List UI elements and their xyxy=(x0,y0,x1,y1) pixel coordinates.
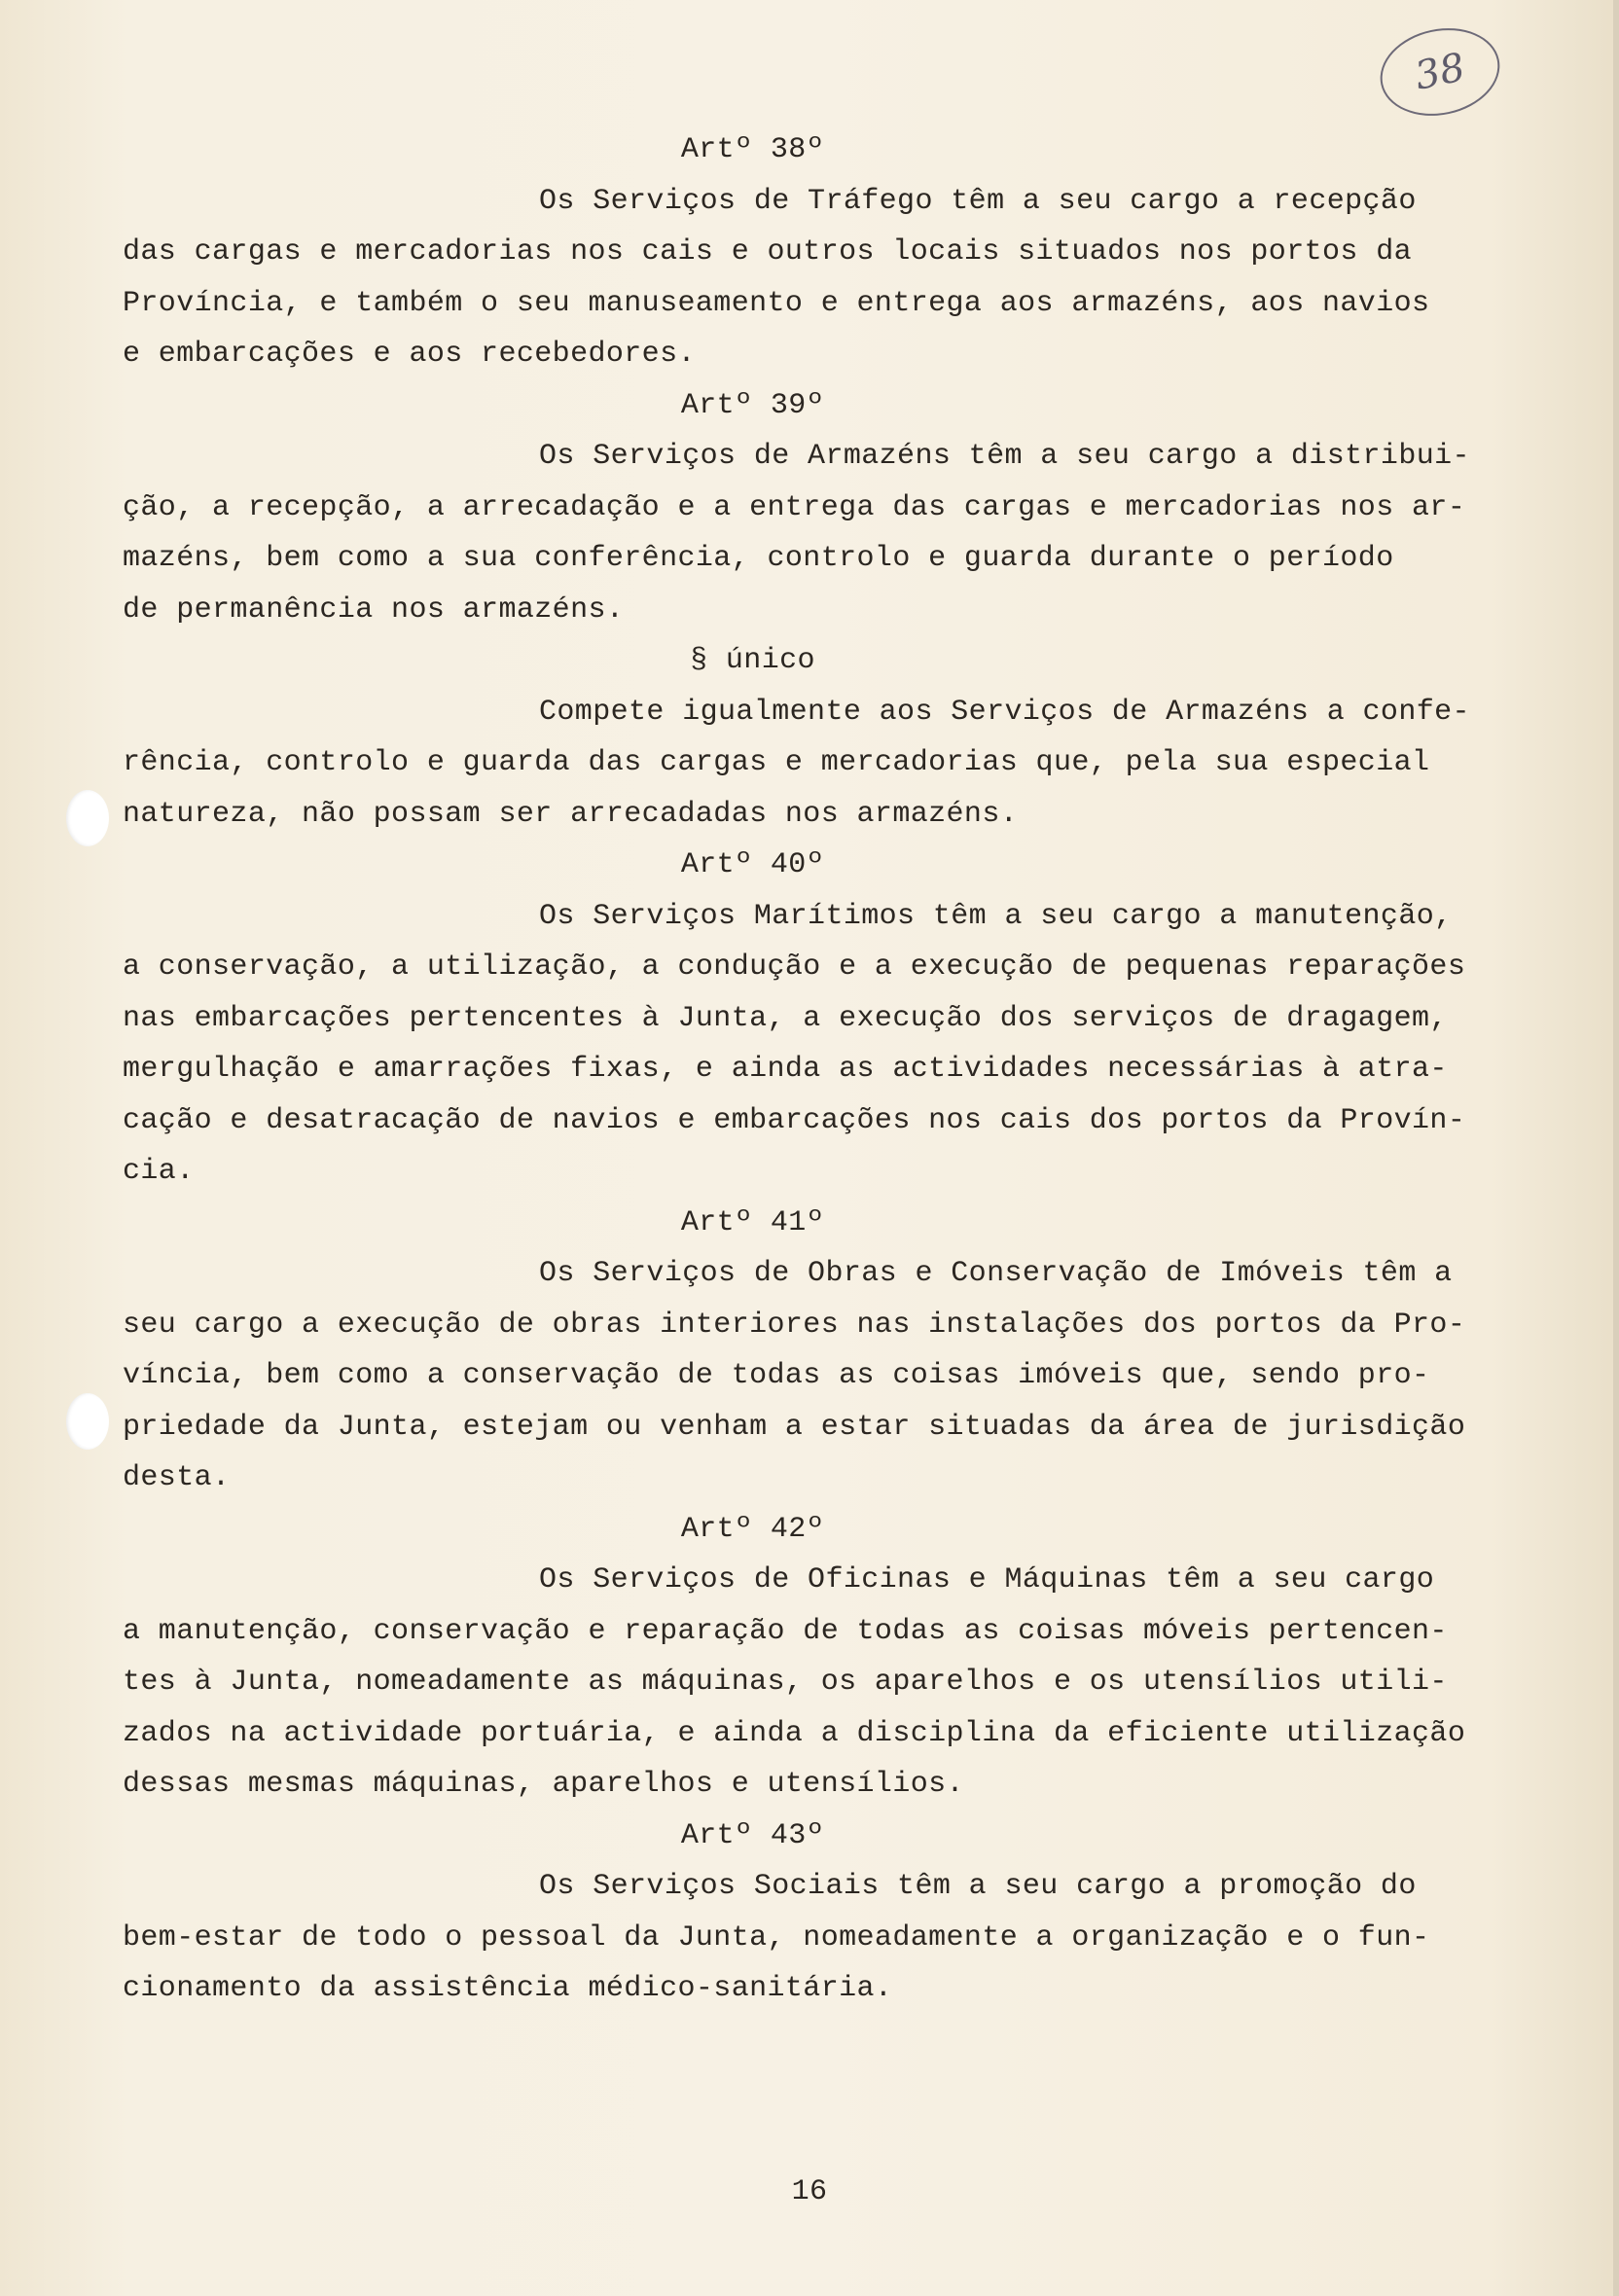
article-heading: § único xyxy=(690,644,815,677)
text-line: nas embarcações pertencentes à Junta, a execução dos serviços de dragagem, xyxy=(123,1001,1448,1035)
text-line: dessas mesmas máquinas, aparelhos e utensílios. xyxy=(123,1768,964,1801)
article-heading: Artº 39º xyxy=(680,388,825,422)
text-line: das cargas e mercadorias nos cais e outros locais situados nos portos da xyxy=(123,235,1413,269)
article-heading: Artº 40º xyxy=(680,848,825,881)
page-stamp: 38 xyxy=(1372,18,1508,126)
text-line: zados na actividade portuária, e ainda a disciplina da eficiente utilização xyxy=(123,1716,1466,1750)
text-line: cionamento da assistência médico-sanitária. xyxy=(123,1972,893,2005)
punch-hole xyxy=(66,790,109,846)
article-heading: Artº 38º xyxy=(680,133,825,166)
text-line: cia. xyxy=(123,1155,195,1188)
text-line: Os Serviços de Oficinas e Máquinas têm a seu cargo xyxy=(539,1563,1435,1596)
text-line: Os Serviços de Armazéns têm a seu cargo a distribui- xyxy=(539,440,1470,473)
text-line: e embarcações e aos recebedores. xyxy=(123,338,696,371)
text-line: Os Serviços de Obras e Conservação de Imóveis têm a xyxy=(539,1257,1453,1290)
text-line: cação e desatracação de navios e embarcações nos cais dos portos da Provín- xyxy=(123,1103,1466,1137)
document-body xyxy=(123,125,1563,2015)
text-line: bem-estar de todo o pessoal da Junta, nomeadamente a organização e o fun- xyxy=(123,1920,1430,1955)
text-line: priedade da Junta, estejam ou venham a estar situadas da área de jurisdição xyxy=(123,1410,1466,1444)
text-line: Os Serviços Sociais têm a seu cargo a promoção do xyxy=(539,1870,1417,1903)
text-line: rência, controlo e guarda das cargas e mercadorias que, pela sua especial xyxy=(123,746,1430,779)
page-number: 16 xyxy=(791,2175,828,2208)
text-line: Compete igualmente aos Serviços de Armazéns a confe- xyxy=(539,695,1470,729)
text-line: Província, e também o seu manuseamento e entrega aos armazéns, aos navios xyxy=(123,286,1430,320)
text-line: mergulhação e amarrações fixas, e ainda as actividades necessárias à atra- xyxy=(123,1053,1448,1086)
text-line: mazéns, bem como a sua conferência, controlo e guarda durante o período xyxy=(123,542,1394,575)
text-line: de permanência nos armazéns. xyxy=(123,592,625,627)
punch-hole xyxy=(66,1393,109,1450)
text-line: Os Serviços de Tráfego têm a seu cargo a recepção xyxy=(539,184,1417,218)
text-line: desta. xyxy=(123,1461,231,1494)
text-line: víncia, bem como a conservação de todas as coisas imóveis que, sendo pro- xyxy=(123,1359,1430,1392)
article-heading: Artº 41º xyxy=(680,1205,825,1239)
text-line: seu cargo a execução de obras interiores nas instalações dos portos da Pro- xyxy=(123,1308,1466,1342)
page-edge xyxy=(1613,0,1619,2296)
text-line: a manutenção, conservação e reparação de todas as coisas móveis pertencen- xyxy=(123,1614,1448,1648)
text-line: natureza, não possam ser arrecadadas nos armazéns. xyxy=(123,797,1019,831)
article-heading: Artº 43º xyxy=(680,1818,825,1852)
text-line: ção, a recepção, a arrecadação e a entrega das cargas e mercadorias nos ar- xyxy=(123,490,1466,524)
text-line: tes à Junta, nomeadamente as máquinas, os aparelhos e os utensílios utili- xyxy=(123,1666,1448,1699)
article-heading: Artº 42º xyxy=(680,1512,825,1546)
text-line: Os Serviços Marítimos têm a seu cargo a manutenção, xyxy=(539,899,1453,933)
text-line: a conservação, a utilização, a condução e a execução de pequenas reparações xyxy=(123,951,1466,984)
